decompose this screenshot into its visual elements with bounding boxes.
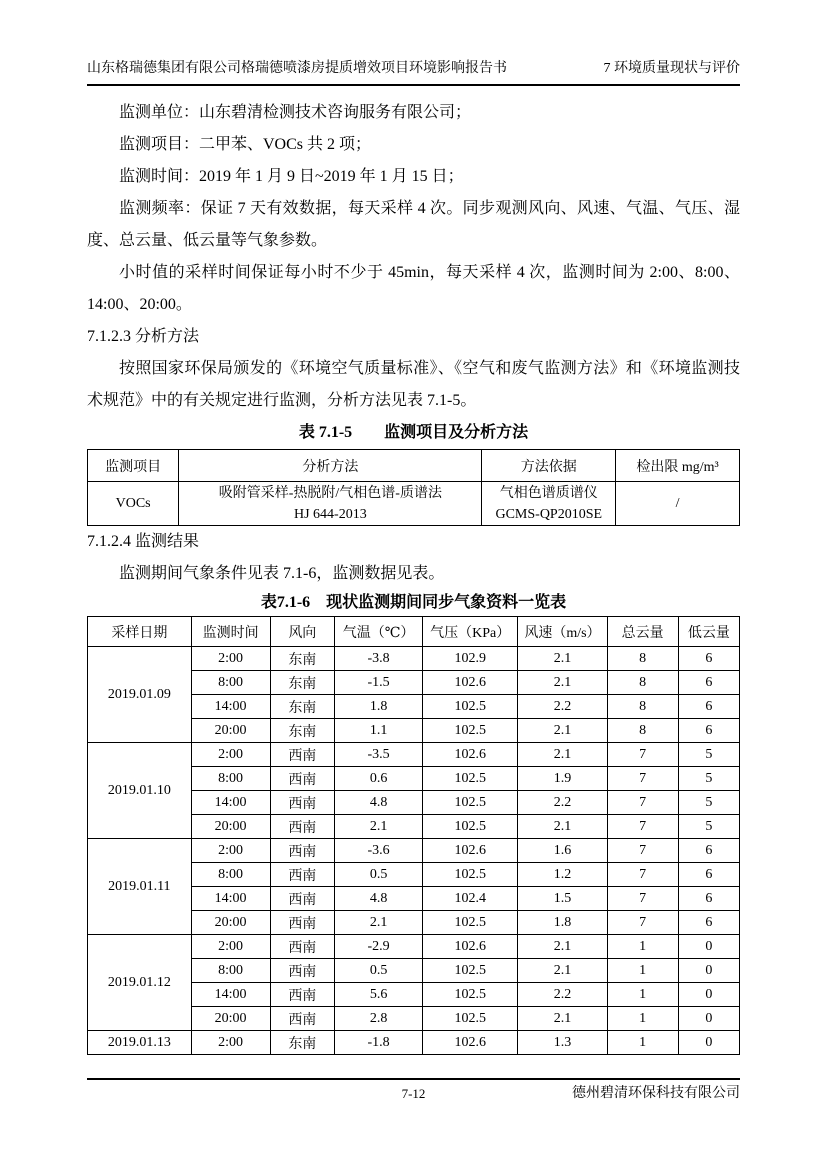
- method-basis-line1: 气相色谱质谱仪: [499, 485, 598, 501]
- paragraph-results-intro: 监测期间气象条件见表 7.1-6，监测数据见表。: [119, 565, 445, 582]
- weather-table-header-2: 风向: [270, 617, 335, 647]
- weather-value-cell: 0.6: [335, 767, 423, 791]
- weather-table-header-4: 气压（KPa）: [423, 617, 518, 647]
- footer-page-number: 7-12: [401, 1086, 426, 1101]
- weather-value-cell: 102.5: [423, 695, 518, 719]
- weather-value-cell: 2.1: [518, 959, 607, 983]
- weather-value-cell: 102.5: [423, 1007, 518, 1031]
- weather-value-cell: 1.6: [518, 839, 607, 863]
- weather-value-cell: 2.1: [335, 911, 423, 935]
- sample-date-cell: 2019.01.11: [88, 839, 192, 935]
- weather-value-cell: 2.1: [518, 743, 607, 767]
- weather-value-cell: 102.5: [423, 959, 518, 983]
- weather-value-cell: 14:00: [191, 983, 270, 1007]
- weather-value-cell: 1: [607, 983, 678, 1007]
- weather-value-cell: 1: [607, 959, 678, 983]
- weather-value-cell: 7: [607, 743, 678, 767]
- weather-value-cell: 102.4: [423, 887, 518, 911]
- weather-value-cell: 2.1: [335, 815, 423, 839]
- weather-table-header-1: 监测时间: [191, 617, 270, 647]
- weather-value-cell: 西南: [270, 959, 335, 983]
- weather-value-cell: 1.5: [518, 887, 607, 911]
- footer-company-name: 德州碧清环保科技有限公司: [572, 1086, 740, 1101]
- weather-value-cell: 6: [678, 647, 739, 671]
- weather-value-cell: 2:00: [191, 647, 270, 671]
- weather-value-cell: 0: [678, 1007, 739, 1031]
- weather-value-cell: 2:00: [191, 839, 270, 863]
- paragraph-monitor-time: 监测时间：2019 年 1 月 9 日~2019 年 1 月 15 日；: [119, 168, 464, 185]
- weather-value-cell: 102.6: [423, 743, 518, 767]
- weather-value-cell: -2.9: [335, 935, 423, 959]
- weather-value-cell: 8:00: [191, 959, 270, 983]
- weather-table: [87, 616, 740, 1055]
- weather-value-cell: 2.1: [518, 935, 607, 959]
- weather-value-cell: 102.5: [423, 767, 518, 791]
- section-heading-monitor-results: 7.1.2.4 监测结果: [87, 533, 200, 550]
- weather-value-cell: 14:00: [191, 791, 270, 815]
- analysis-table-header-row: [88, 450, 740, 482]
- header-chapter-title: 7 环境质量现状与评价: [603, 61, 740, 76]
- weather-value-cell: 东南: [270, 719, 335, 743]
- weather-value-cell: 西南: [270, 839, 335, 863]
- weather-value-cell: 2.1: [518, 647, 607, 671]
- weather-value-cell: -1.5: [335, 671, 423, 695]
- weather-value-cell: 1: [607, 935, 678, 959]
- weather-value-cell: 5: [678, 815, 739, 839]
- weather-value-cell: 8:00: [191, 767, 270, 791]
- table-title-7-1-5: 表 7.1-5 监测项目及分析方法: [298, 424, 529, 441]
- weather-value-cell: 7: [607, 911, 678, 935]
- weather-value-cell: 8: [607, 719, 678, 743]
- weather-value-cell: 7: [607, 815, 678, 839]
- weather-value-cell: 2:00: [191, 743, 270, 767]
- paragraph-hourly-sampling: 小时值的采样时间保证每小时不少于 45min，每天采样 4 次，监测时间为 2:00、8:00、14:00、20:00。: [87, 264, 740, 313]
- method-basis-cell: [482, 482, 616, 526]
- weather-value-cell: 20:00: [191, 719, 270, 743]
- weather-value-cell: 4.8: [335, 791, 423, 815]
- weather-value-cell: 1: [607, 1031, 678, 1055]
- weather-value-cell: 1.2: [518, 863, 607, 887]
- weather-value-cell: 2.1: [518, 1007, 607, 1031]
- weather-value-cell: 7: [607, 791, 678, 815]
- weather-value-cell: 西南: [270, 887, 335, 911]
- weather-value-cell: 0: [678, 1031, 739, 1055]
- analysis-table-header-method: 分析方法: [179, 450, 482, 482]
- weather-value-cell: 0.5: [335, 959, 423, 983]
- weather-value-cell: -3.8: [335, 647, 423, 671]
- weather-value-cell: 102.6: [423, 839, 518, 863]
- weather-value-cell: 102.5: [423, 863, 518, 887]
- weather-value-cell: -3.6: [335, 839, 423, 863]
- weather-value-cell: 西南: [270, 767, 335, 791]
- weather-value-cell: 0: [678, 959, 739, 983]
- header-report-title: 山东格瑞德集团有限公司格瑞德喷漆房提质增效项目环境影响报告书: [87, 61, 507, 76]
- weather-value-cell: 14:00: [191, 695, 270, 719]
- detection-limit-cell: /: [616, 482, 740, 526]
- method-basis-line2: GCMS-QP2010SE: [495, 506, 603, 522]
- weather-value-cell: 7: [607, 839, 678, 863]
- weather-value-cell: 2.2: [518, 983, 607, 1007]
- weather-value-cell: 102.6: [423, 671, 518, 695]
- paragraph-analysis-basis: 按照国家环保局颁发的《环境空气质量标准》、《空气和废气监测方法》和《环境监测技术规范》中的有关规定进行监测，分析方法见表 7.1-5。: [87, 360, 740, 409]
- weather-value-cell: 西南: [270, 983, 335, 1007]
- weather-value-cell: 0: [678, 935, 739, 959]
- weather-value-cell: 102.6: [423, 935, 518, 959]
- weather-table-header-5: 风速（m/s）: [518, 617, 607, 647]
- analysis-table-header-limit: 检出限 mg/m³: [616, 450, 740, 482]
- weather-value-cell: 2:00: [191, 935, 270, 959]
- weather-table-row: [88, 935, 740, 959]
- paragraph-monitor-items: 监测项目：二甲苯、VOCs 共 2 项；: [119, 136, 372, 153]
- weather-value-cell: 102.5: [423, 719, 518, 743]
- weather-value-cell: 8: [607, 671, 678, 695]
- weather-value-cell: 1.9: [518, 767, 607, 791]
- weather-value-cell: 东南: [270, 1031, 335, 1055]
- paragraph-monitor-frequency: 监测频率：保证 7 天有效数据，每天采样 4 次。同步观测风向、风速、气温、气压、湿度、总云量、低云量等气象参数。: [87, 200, 740, 249]
- weather-value-cell: 6: [678, 839, 739, 863]
- weather-value-cell: 1: [607, 1007, 678, 1031]
- analysis-method-line1: 吸附管采样-热脱附/气相色谱-质谱法: [218, 485, 442, 501]
- weather-value-cell: 20:00: [191, 815, 270, 839]
- weather-value-cell: 102.5: [423, 911, 518, 935]
- table-title-7-1-6: 表7.1-6 现状监测期间同步气象资料一览表: [260, 594, 567, 611]
- running-footer: [87, 1078, 740, 1104]
- weather-value-cell: 102.9: [423, 647, 518, 671]
- weather-value-cell: 1.3: [518, 1031, 607, 1055]
- weather-value-cell: 西南: [270, 791, 335, 815]
- weather-table-header-row: [88, 617, 740, 647]
- sample-date-cell: 2019.01.10: [88, 743, 192, 839]
- weather-value-cell: 西南: [270, 935, 335, 959]
- weather-value-cell: 8: [607, 647, 678, 671]
- sample-date-cell: 2019.01.13: [88, 1031, 192, 1055]
- weather-value-cell: 7: [607, 767, 678, 791]
- weather-value-cell: 8: [607, 695, 678, 719]
- weather-value-cell: 6: [678, 887, 739, 911]
- weather-value-cell: 7: [607, 887, 678, 911]
- weather-value-cell: 102.5: [423, 791, 518, 815]
- weather-value-cell: 20:00: [191, 911, 270, 935]
- sample-date-cell: 2019.01.09: [88, 647, 192, 743]
- weather-table-body: [88, 647, 740, 1055]
- weather-table-row: [88, 743, 740, 767]
- weather-value-cell: 5: [678, 791, 739, 815]
- weather-value-cell: 6: [678, 911, 739, 935]
- weather-value-cell: 20:00: [191, 1007, 270, 1031]
- weather-value-cell: 1.1: [335, 719, 423, 743]
- analysis-item-cell: VOCs: [88, 482, 179, 526]
- weather-value-cell: 西南: [270, 743, 335, 767]
- weather-value-cell: 2.1: [518, 719, 607, 743]
- weather-value-cell: 5: [678, 743, 739, 767]
- weather-table-header-3: 气温（℃）: [335, 617, 423, 647]
- sample-date-cell: 2019.01.12: [88, 935, 192, 1031]
- weather-value-cell: 5: [678, 767, 739, 791]
- weather-value-cell: 102.5: [423, 983, 518, 1007]
- paragraph-monitor-unit: 监测单位：山东碧清检测技术咨询服务有限公司；: [119, 104, 472, 121]
- weather-value-cell: 0.5: [335, 863, 423, 887]
- weather-value-cell: 0: [678, 983, 739, 1007]
- weather-value-cell: 西南: [270, 1007, 335, 1031]
- weather-value-cell: 东南: [270, 671, 335, 695]
- weather-value-cell: 西南: [270, 911, 335, 935]
- weather-value-cell: 102.5: [423, 815, 518, 839]
- weather-value-cell: 2.1: [518, 815, 607, 839]
- analysis-method-line2: HJ 644-2013: [293, 506, 367, 522]
- weather-value-cell: 1.8: [518, 911, 607, 935]
- weather-value-cell: 1.8: [335, 695, 423, 719]
- weather-value-cell: 102.6: [423, 1031, 518, 1055]
- weather-value-cell: 2:00: [191, 1031, 270, 1055]
- weather-table-header-0: 采样日期: [88, 617, 192, 647]
- weather-value-cell: 4.8: [335, 887, 423, 911]
- weather-table-row: [88, 839, 740, 863]
- weather-table-header-7: 低云量: [678, 617, 739, 647]
- analysis-table-header-item: 监测项目: [88, 450, 179, 482]
- weather-value-cell: 6: [678, 863, 739, 887]
- running-header: [87, 58, 740, 86]
- weather-value-cell: 6: [678, 695, 739, 719]
- weather-value-cell: 2.2: [518, 695, 607, 719]
- weather-value-cell: 5.6: [335, 983, 423, 1007]
- weather-value-cell: 西南: [270, 815, 335, 839]
- weather-value-cell: 东南: [270, 647, 335, 671]
- analysis-table-header-basis: 方法依据: [482, 450, 616, 482]
- weather-value-cell: 8:00: [191, 863, 270, 887]
- weather-value-cell: 东南: [270, 695, 335, 719]
- weather-value-cell: 2.1: [518, 671, 607, 695]
- weather-value-cell: 6: [678, 671, 739, 695]
- weather-table-header-6: 总云量: [607, 617, 678, 647]
- page-content: [0, 97, 827, 1055]
- weather-value-cell: 2.8: [335, 1007, 423, 1031]
- weather-value-cell: 6: [678, 719, 739, 743]
- weather-value-cell: -3.5: [335, 743, 423, 767]
- weather-value-cell: 2.2: [518, 791, 607, 815]
- weather-table-row: [88, 1031, 740, 1055]
- analysis-table-data-row: [88, 482, 740, 526]
- weather-value-cell: 14:00: [191, 887, 270, 911]
- analysis-method-cell: [179, 482, 482, 526]
- weather-value-cell: 7: [607, 863, 678, 887]
- weather-value-cell: -1.8: [335, 1031, 423, 1055]
- weather-value-cell: 8:00: [191, 671, 270, 695]
- weather-table-row: [88, 647, 740, 671]
- analysis-method-table: [87, 449, 740, 526]
- weather-value-cell: 西南: [270, 863, 335, 887]
- section-heading-analysis-method: 7.1.2.3 分析方法: [87, 328, 200, 345]
